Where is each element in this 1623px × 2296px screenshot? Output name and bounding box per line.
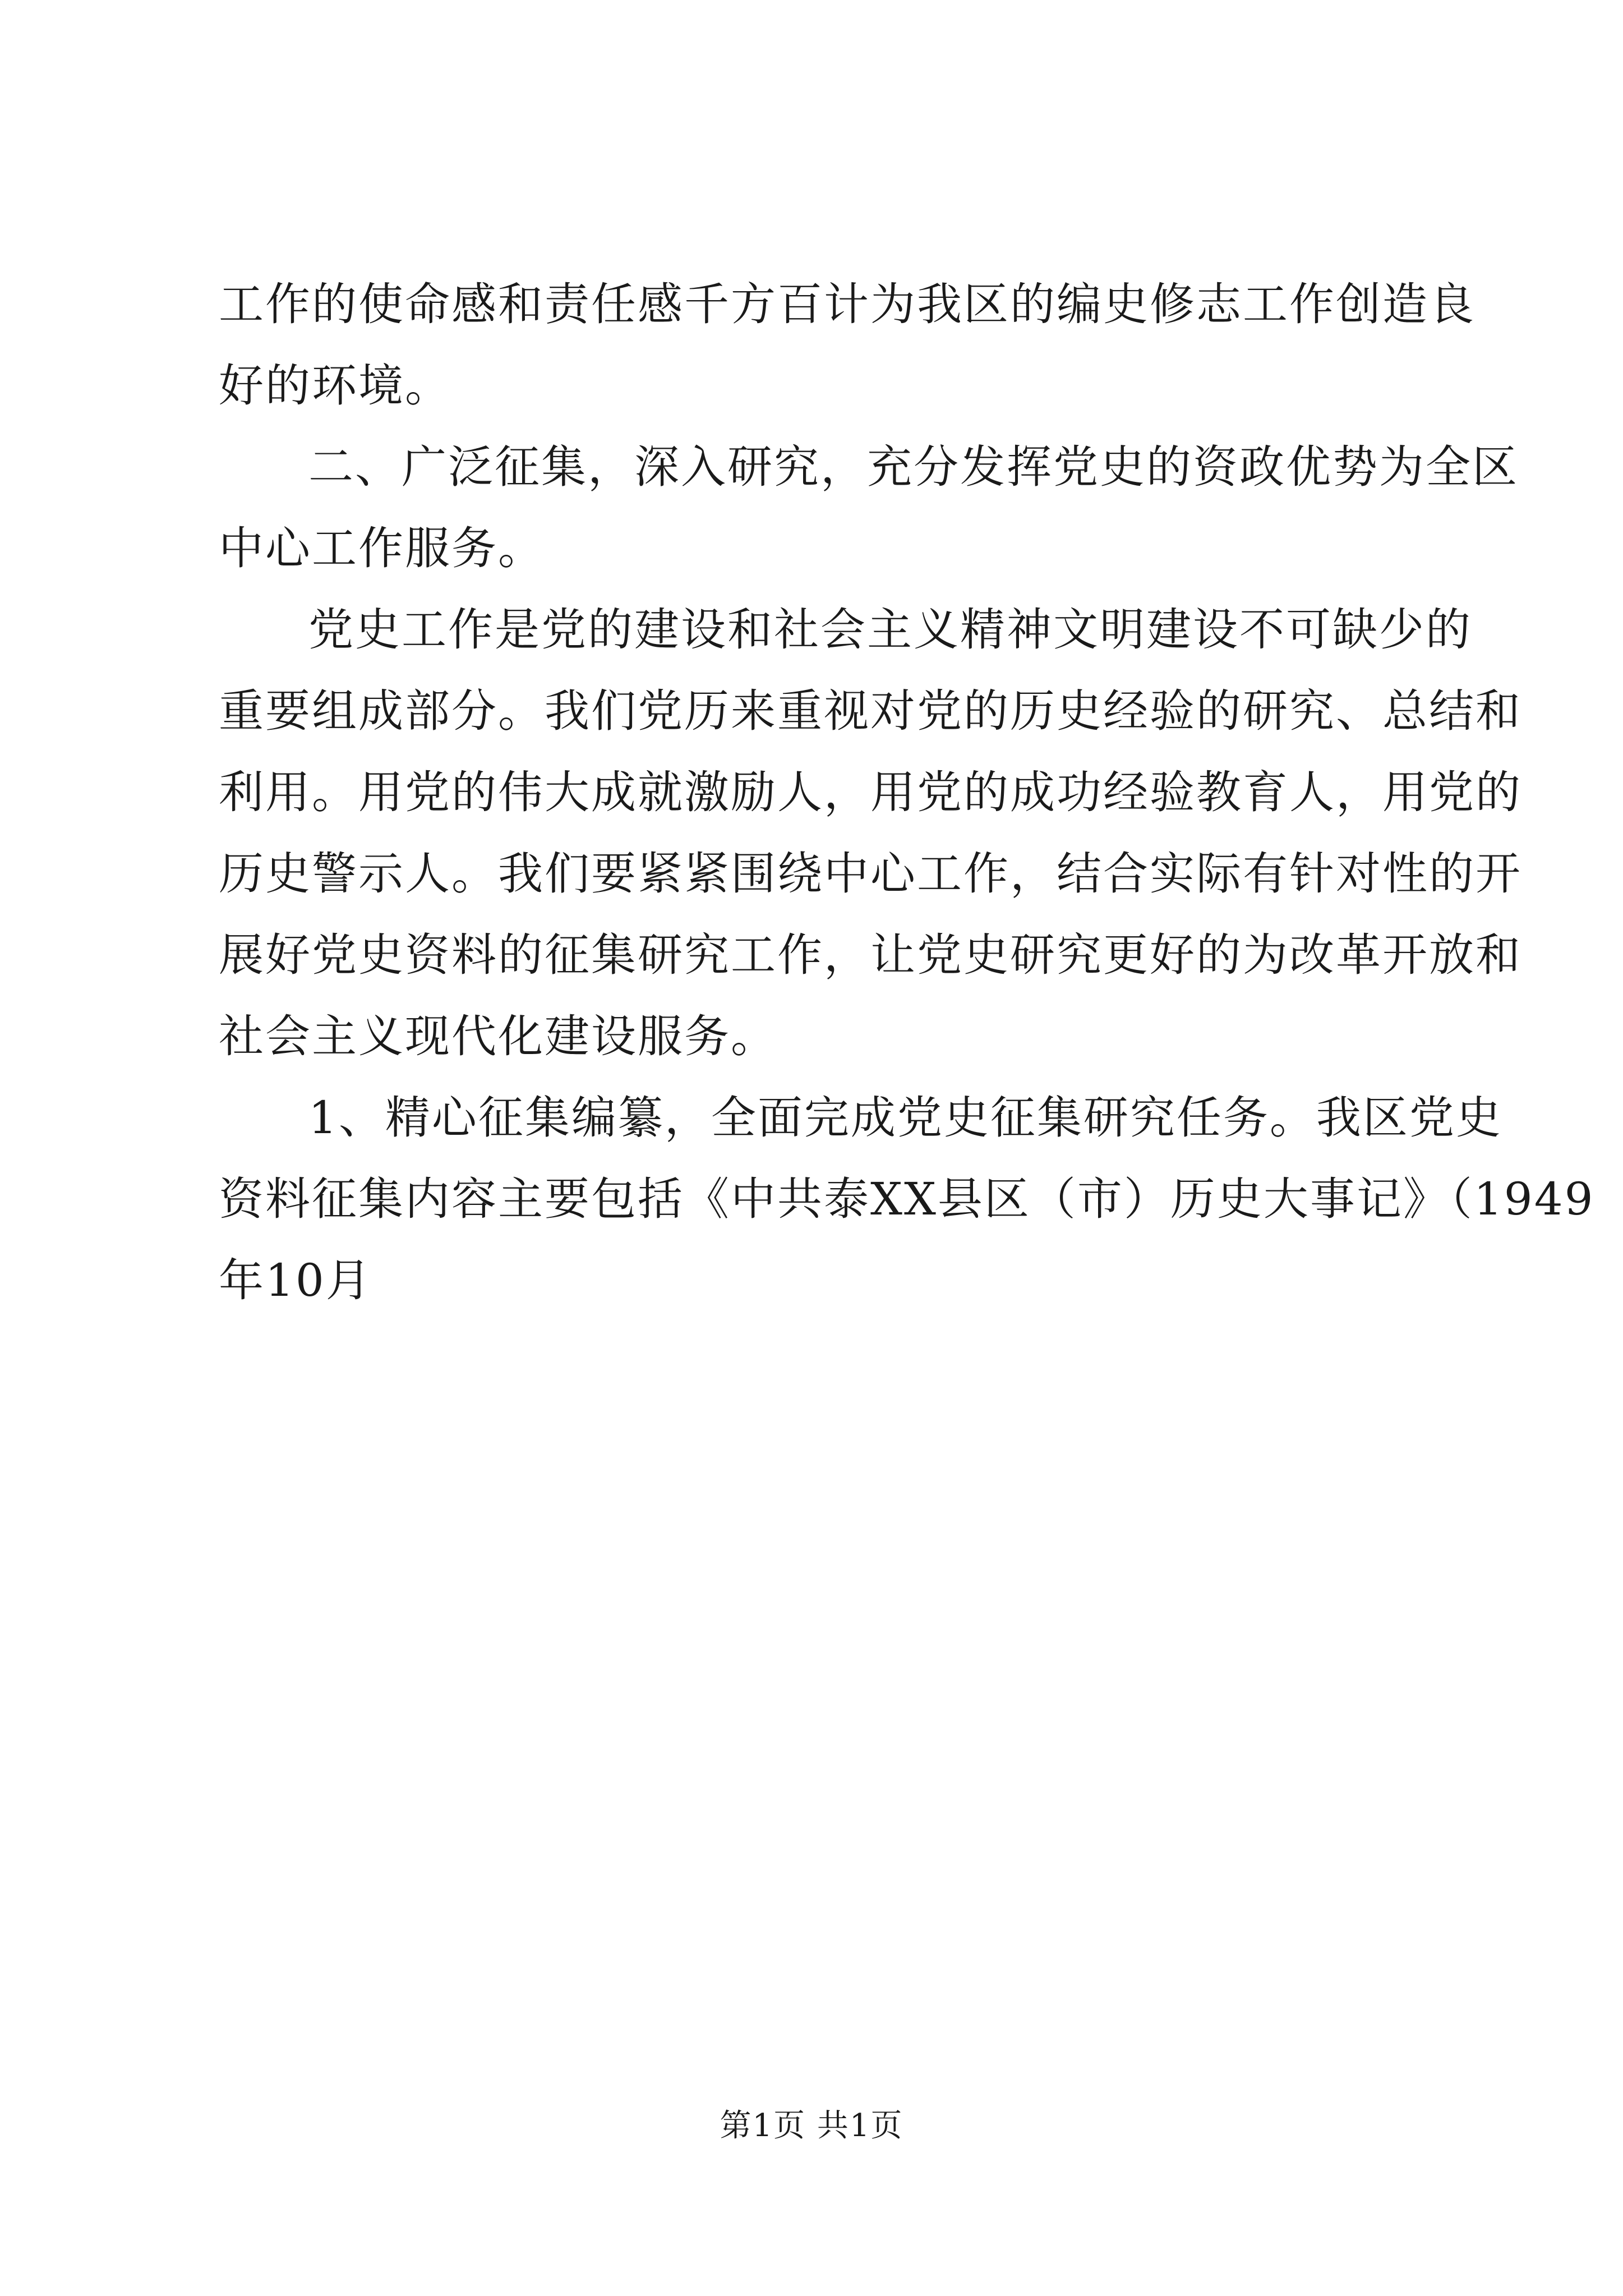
text-line: 党史工作是党的建设和社会主义精神文明建设不可缺少的 (308, 604, 1472, 656)
text-line: 年10月 (219, 1254, 372, 1306)
text-line: 资料征集内容主要包括《中共泰XX县区（市）历史大事记》（1949 (219, 1173, 1595, 1225)
section-heading-line: 中心工作服务。 (219, 522, 545, 574)
document-body (219, 264, 1595, 1321)
text-line: 历史警示人。我们要紧紧围绕中心工作，结合实际有针对性的开 (219, 848, 1522, 900)
text-line: 利用。用党的伟大成就激励人，用党的成功经验教育人，用党的 (219, 766, 1522, 818)
text-line: 1、精心征集编纂，全面完成党史征集研究任务。我区党史 (308, 1092, 1502, 1144)
page-number-footer: 第1页 共1页 (720, 2108, 903, 2144)
text-line: 重要组成部分。我们党历来重视对党的历史经验的研究、总结和 (219, 685, 1522, 737)
text-line: 好的环境。 (219, 360, 451, 412)
text-line: 社会主义现代化建设服务。 (219, 1010, 777, 1062)
text-line: 展好党史资料的征集研究工作，让党史研究更好的为改革开放和 (219, 929, 1522, 981)
text-line: 工作的使命感和责任感千方百计为我区的编史修志工作创造良 (219, 278, 1476, 330)
section-heading-line: 二、广泛征集，深入研究，充分发挥党史的资政优势为全区 (308, 441, 1519, 493)
